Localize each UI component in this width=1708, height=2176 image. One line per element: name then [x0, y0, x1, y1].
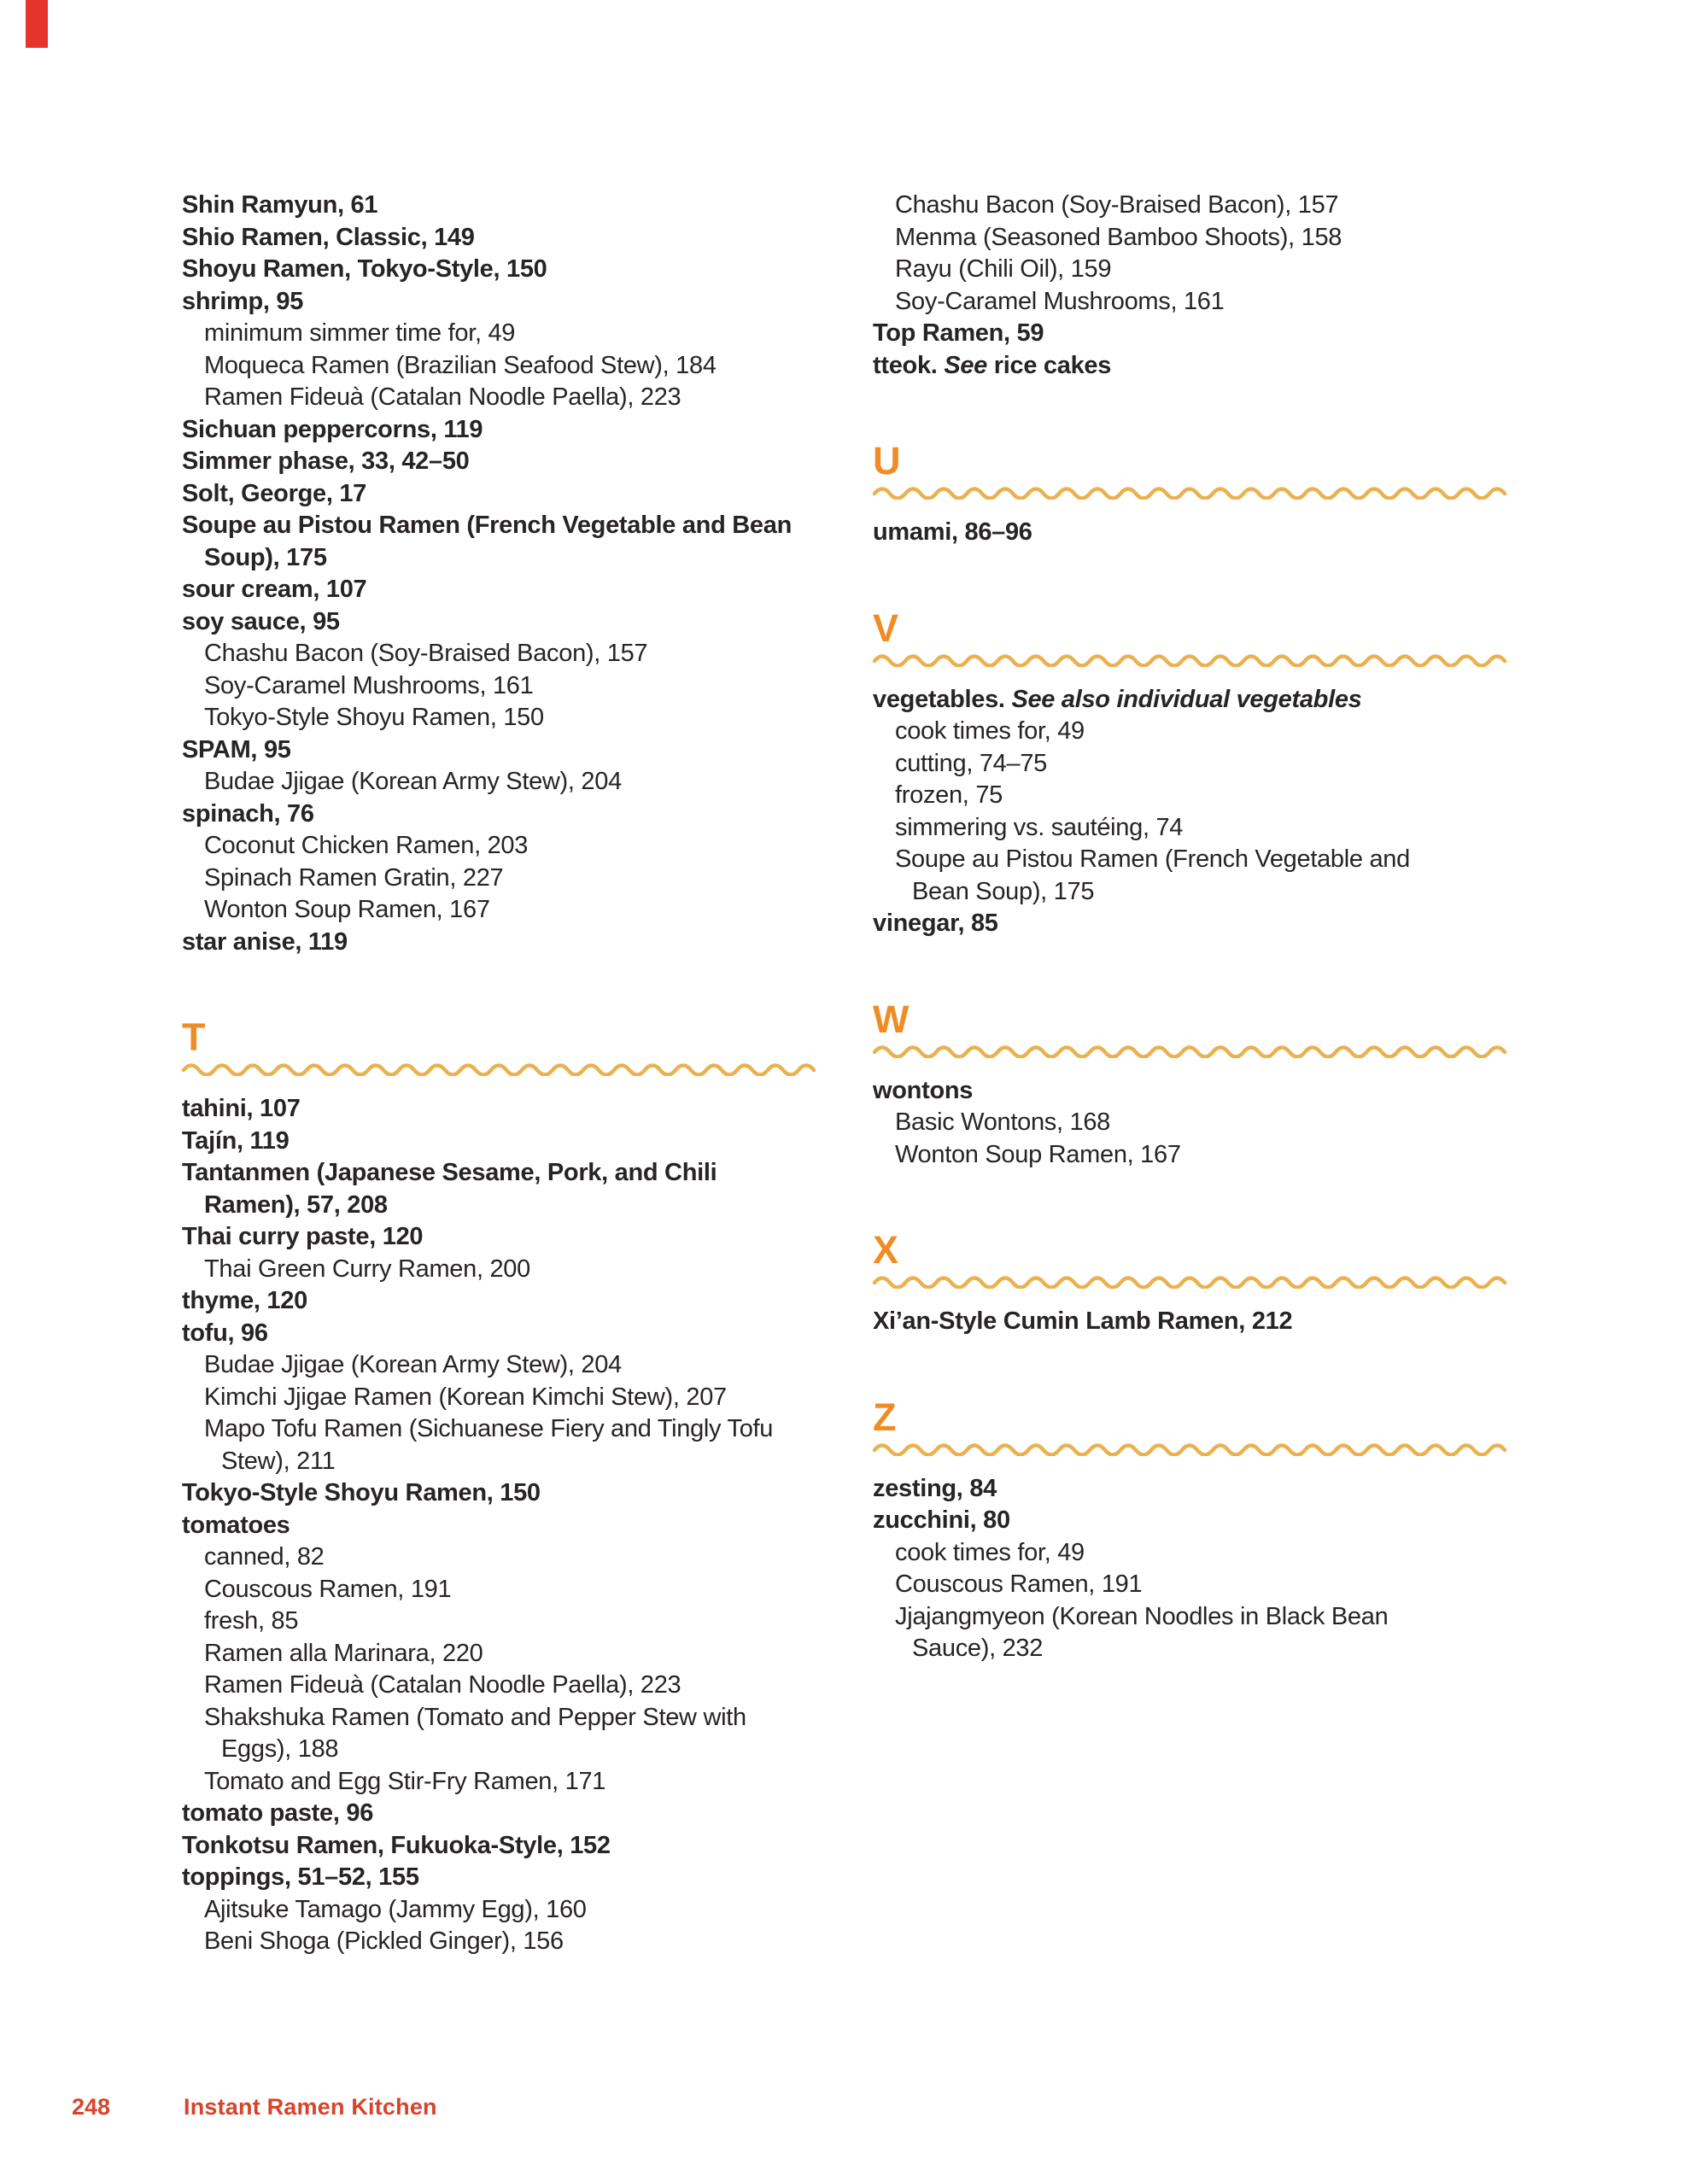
- section-letter: V: [873, 605, 899, 650]
- index-entry: frozen, 75: [895, 781, 1003, 809]
- index-entry: Stew), 211: [221, 1447, 336, 1475]
- index-entry: Coconut Chicken Ramen, 203: [204, 832, 529, 859]
- index-entry: minimum simmer time for, 49: [204, 319, 516, 347]
- section-header: [873, 439, 1515, 500]
- index-entry: Soy-Caramel Mushrooms, 161: [204, 671, 534, 699]
- index-entry: Ramen), 57, 208: [204, 1190, 388, 1219]
- index-entry: zucchini, 80: [873, 1506, 1010, 1534]
- entries-block: [873, 684, 1515, 940]
- index-entry: cook times for, 49: [895, 1538, 1085, 1566]
- index-entry: Shoyu Ramen, Tokyo-Style, 150: [182, 255, 547, 283]
- index-entry: toppings, 51–52, 155: [182, 1863, 419, 1891]
- wavy-divider: [873, 652, 1515, 667]
- entries-block: [182, 190, 824, 958]
- section-header: [873, 1395, 1515, 1456]
- index-entry: tomatoes: [182, 1511, 290, 1539]
- index-entry: Jjajangmyeon (Korean Noodles in Black Bean: [895, 1602, 1389, 1630]
- index-entry: canned, 82: [204, 1543, 325, 1571]
- book-title: Instant Ramen Kitchen: [184, 2094, 437, 2120]
- index-entry: Ramen Fideuà (Catalan Noodle Paella), 223: [204, 383, 681, 411]
- index-entry: Wonton Soup Ramen, 167: [204, 896, 490, 923]
- section-header: [873, 997, 1515, 1058]
- index-entry: Top Ramen, 59: [873, 319, 1044, 347]
- index-column: [873, 190, 1515, 1665]
- index-entry: Chashu Bacon (Soy-Braised Bacon), 157: [204, 640, 648, 667]
- index-entry: Budae Jjigae (Korean Army Stew), 204: [204, 1351, 622, 1378]
- index-entry: simmering vs. sautéing, 74: [895, 813, 1184, 841]
- index-entry: cutting, 74–75: [895, 749, 1047, 777]
- wavy-divider-path: [874, 1278, 1505, 1288]
- index-entry: [873, 350, 1515, 383]
- index-entry: star anise, 119: [182, 927, 348, 956]
- index-entry: Soup), 175: [204, 543, 327, 571]
- index-entry: Eggs), 188: [221, 1735, 339, 1763]
- index-entry: sour cream, 107: [182, 576, 367, 603]
- entries-block: [182, 1093, 824, 1958]
- wavy-divider-path: [874, 489, 1505, 499]
- index-entry: Wonton Soup Ramen, 167: [895, 1140, 1181, 1168]
- index-entry: Soupe au Pistou Ramen (French Vegetable and Bean: [182, 512, 792, 539]
- page-number: 248: [72, 2094, 111, 2120]
- index-entry: Thai curry paste, 120: [182, 1223, 424, 1250]
- index-entry: Tomato and Egg Stir-Fry Ramen, 171: [204, 1767, 606, 1795]
- entries-block: [873, 517, 1515, 549]
- index-entry: Mapo Tofu Ramen (Sichuanese Fiery and Tingly Tofu: [204, 1415, 774, 1442]
- index-entry: Shio Ramen, Classic, 149: [182, 223, 475, 251]
- index-column: [182, 190, 824, 1958]
- corner-mark: [26, 0, 48, 48]
- index-entry: Simmer phase, 33, 42–50: [182, 447, 470, 475]
- entries-block: [873, 1473, 1515, 1665]
- index-entry: Ajitsuke Tamago (Jammy Egg), 160: [204, 1895, 587, 1923]
- index-entry: shrimp, 95: [182, 287, 304, 315]
- index-entry: Soy-Caramel Mushrooms, 161: [895, 287, 1225, 315]
- index-entry: Kimchi Jjigae Ramen (Korean Kimchi Stew), 207: [204, 1383, 727, 1411]
- index-entry: soy sauce, 95: [182, 607, 340, 635]
- wavy-divider: [873, 1441, 1515, 1456]
- index-entry: Beni Shoga (Pickled Ginger), 156: [204, 1927, 564, 1955]
- index-entry: Budae Jjigae (Korean Army Stew), 204: [204, 768, 622, 795]
- entries-block: [873, 1306, 1515, 1338]
- wavy-divider-path: [184, 1066, 814, 1075]
- index-entry: Ramen Fideuà (Catalan Noodle Paella), 223: [204, 1671, 681, 1699]
- section-header: [873, 1228, 1515, 1289]
- index-entry-run: rice cakes: [987, 351, 1112, 379]
- index-entry: thyme, 120: [182, 1287, 307, 1314]
- index-entry: zesting, 84: [873, 1474, 997, 1502]
- section-letter: Z: [873, 1395, 897, 1439]
- section-letter: W: [873, 997, 910, 1041]
- index-entry: Tonkotsu Ramen, Fukuoka-Style, 152: [182, 1831, 611, 1859]
- index-entry-run: See also individual vegetables: [1011, 685, 1362, 713]
- index-entry: wontons: [873, 1076, 974, 1104]
- index-entry: Tajín, 119: [182, 1126, 290, 1155]
- wavy-divider: [873, 1273, 1515, 1289]
- index-entry: Spinach Ramen Gratin, 227: [204, 863, 504, 892]
- index-entry: Xi’an-Style Cumin Lamb Ramen, 212: [873, 1307, 1293, 1335]
- index-entry: Solt, George, 17: [182, 479, 366, 507]
- index-entry: Tantanmen (Japanese Sesame, Pork, and Chili: [182, 1159, 717, 1186]
- index-entry: SPAM, 95: [182, 735, 291, 763]
- index-entry-run: vegetables.: [873, 685, 1012, 713]
- index-entry: Couscous Ramen, 191: [895, 1571, 1143, 1598]
- index-entry: Sauce), 232: [912, 1635, 1044, 1662]
- index-entry: tomato paste, 96: [182, 1799, 374, 1827]
- index-entry-run: See: [944, 351, 988, 379]
- index-entry: cook times for, 49: [895, 717, 1085, 745]
- index-entry: Ramen alla Marinara, 220: [204, 1639, 483, 1667]
- index-entry: spinach, 76: [182, 799, 314, 828]
- index-entry: Chashu Bacon (Soy-Braised Bacon), 157: [895, 191, 1339, 219]
- index-entry: Tokyo-Style Shoyu Ramen, 150: [204, 704, 544, 731]
- index-entry: Shakshuka Ramen (Tomato and Pepper Stew with: [204, 1703, 746, 1731]
- index-entry: fresh, 85: [204, 1607, 299, 1635]
- wavy-divider: [873, 1043, 1515, 1058]
- index-entry: [873, 684, 1515, 717]
- index-entry: Sichuan peppercorns, 119: [182, 415, 483, 443]
- index-entry: vinegar, 85: [873, 910, 998, 937]
- wavy-divider: [182, 1061, 824, 1076]
- page-footer: [0, 2094, 1708, 2123]
- index-entry: Moqueca Ramen (Brazilian Seafood Stew), 184: [204, 351, 717, 379]
- index-entry: Basic Wontons, 168: [895, 1108, 1110, 1136]
- section-letter: U: [873, 439, 901, 483]
- wavy-divider: [873, 484, 1515, 500]
- section-header: [182, 1015, 824, 1076]
- index-entry: Menma (Seasoned Bamboo Shoots), 158: [895, 223, 1342, 251]
- section-letter: T: [182, 1015, 206, 1059]
- wavy-divider-path: [874, 1445, 1505, 1454]
- wavy-divider-path: [874, 1047, 1505, 1056]
- index-entry: Soupe au Pistou Ramen (French Vegetable and: [895, 845, 1410, 873]
- index-entry: umami, 86–96: [873, 518, 1032, 546]
- section-letter: X: [873, 1228, 899, 1272]
- index-entry: Shin Ramyun, 61: [182, 191, 378, 219]
- index-entry: tofu, 96: [182, 1319, 268, 1347]
- entries-block: [873, 1075, 1515, 1172]
- entries-block: [873, 190, 1515, 382]
- index-entry: Bean Soup), 175: [912, 877, 1095, 905]
- index-entry: Tokyo-Style Shoyu Ramen, 150: [182, 1479, 541, 1506]
- index-entry: Couscous Ramen, 191: [204, 1575, 452, 1603]
- index-entry: tahini, 107: [182, 1095, 301, 1122]
- section-header: [873, 605, 1515, 667]
- index-entry-run: tteok.: [873, 351, 945, 379]
- index-entry: Thai Green Curry Ramen, 200: [204, 1255, 530, 1283]
- wavy-divider-path: [874, 656, 1505, 665]
- index-entry: Rayu (Chili Oil), 159: [895, 255, 1112, 283]
